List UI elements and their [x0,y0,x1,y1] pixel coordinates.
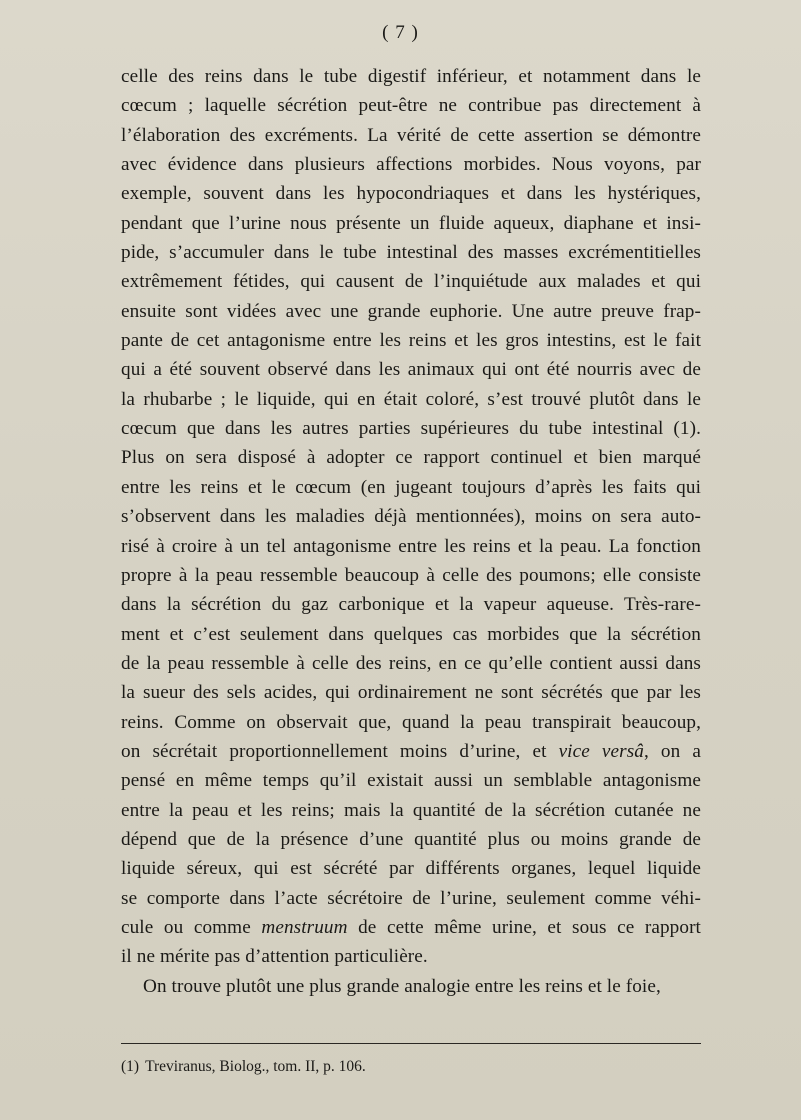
text-line: On trouve plutôt une plus grande analogie entre les reins et le foie, [143,975,661,997]
text-line: cœcum ; laquelle sécrétion peut-être ne contribue pas directement à [121,95,701,117]
text-line: reins. Comme on observait que, quand la peau transpirait beaucoup, [121,711,701,733]
text-line: Plus on sera disposé à adopter ce rapport continuel et bien marqué [121,447,701,469]
text-line: liquide séreux, qui est sécrété par différents organes, lequel liquide [121,858,701,880]
text-line: s’observent dans les maladies déjà mentionnées), moins on sera auto- [121,506,701,528]
text-line: pide, s’accumuler dans le tube intestinal des masses excrémentitielles [121,242,701,264]
footnote [121,1058,366,1076]
body-text [121,62,701,1001]
text-line: pante de cet antagonisme entre les reins et les gros intestins, est le fait [121,330,701,352]
text-line: la sueur des sels acides, qui ordinairement ne sont sécrétés que par les [121,682,701,704]
footnote-mark: (1) [121,1058,140,1075]
footnote-divider [121,1043,701,1044]
page-number: ( 7 ) [382,22,419,43]
text-line: ensuite sont vidées avec une grande euphorie. Une autre preuve frap- [121,300,701,322]
text-line: ment et c’est seulement dans quelques cas morbides que la sécrétion [121,623,701,645]
text-line: propre à la peau ressemble beaucoup à celle des poumons; elle consiste [121,564,701,586]
text-segment: de cette même urine, et sous ce rapport [347,916,701,938]
italic-term: vice versâ [558,740,644,762]
text-line: celle des reins dans le tube digestif inférieur, et notamment dans le [121,66,701,87]
text-line: risé à croire à un tel antagonisme entre les reins et la peau. La fonction [121,535,701,557]
text-line: extrêmement fétides, qui causent de l’inquiétude aux malades et qui [121,271,701,293]
text-line: pendant que l’urine nous présente un fluide aqueux, diaphane et insi- [121,212,701,234]
text-line: qui a été souvent observé dans les animaux qui ont été nourris avec de [121,359,701,381]
text-line [121,913,701,942]
text-line: entre la peau et les reins; mais la quantité de la sécrétion cutanée ne [121,799,701,821]
text-line: la rhubarbe ; le liquide, qui en était coloré, s’est trouvé plutôt dans le [121,388,701,410]
text-segment: on sécrétait proportionnellement moins d’urine, et [121,740,559,762]
text-line: exemple, souvent dans les hypocondriaques et dans les hystériques, [121,183,701,205]
text-line: se comporte dans l’acte sécrétoire de l’urine, seulement comme véhi- [121,887,701,909]
text-line: il ne mérite pas d’attention particulière. [121,946,428,968]
text-segment: cule ou comme [121,916,262,938]
text-segment: , on a [643,740,701,762]
text-line: dans la sécrétion du gaz carbonique et la vapeur aqueuse. Très-rare- [121,594,701,616]
text-line: de la peau ressemble à celle des reins, en ce qu’elle contient aussi dans [121,652,701,674]
text-line [121,737,701,766]
text-line: avec évidence dans plusieurs affections morbides. Nous voyons, par [121,154,701,176]
text-line: pensé en même temps qu’il existait aussi un semblable antagonisme [121,770,701,792]
text-line: dépend que de la présence d’une quantité plus ou moins grande de [121,828,701,850]
text-line: cœcum que dans les autres parties supérieures du tube intestinal (1). [121,418,701,440]
text-line: l’élaboration des excréments. La vérité de cette assertion se démontre [121,124,701,146]
italic-term: menstruum [261,916,348,938]
text-line: entre les reins et le cœcum (en jugeant toujours d’après les faits qui [121,476,701,498]
footnote-text: Treviranus, Biolog., tom. II, p. 106. [145,1058,366,1075]
